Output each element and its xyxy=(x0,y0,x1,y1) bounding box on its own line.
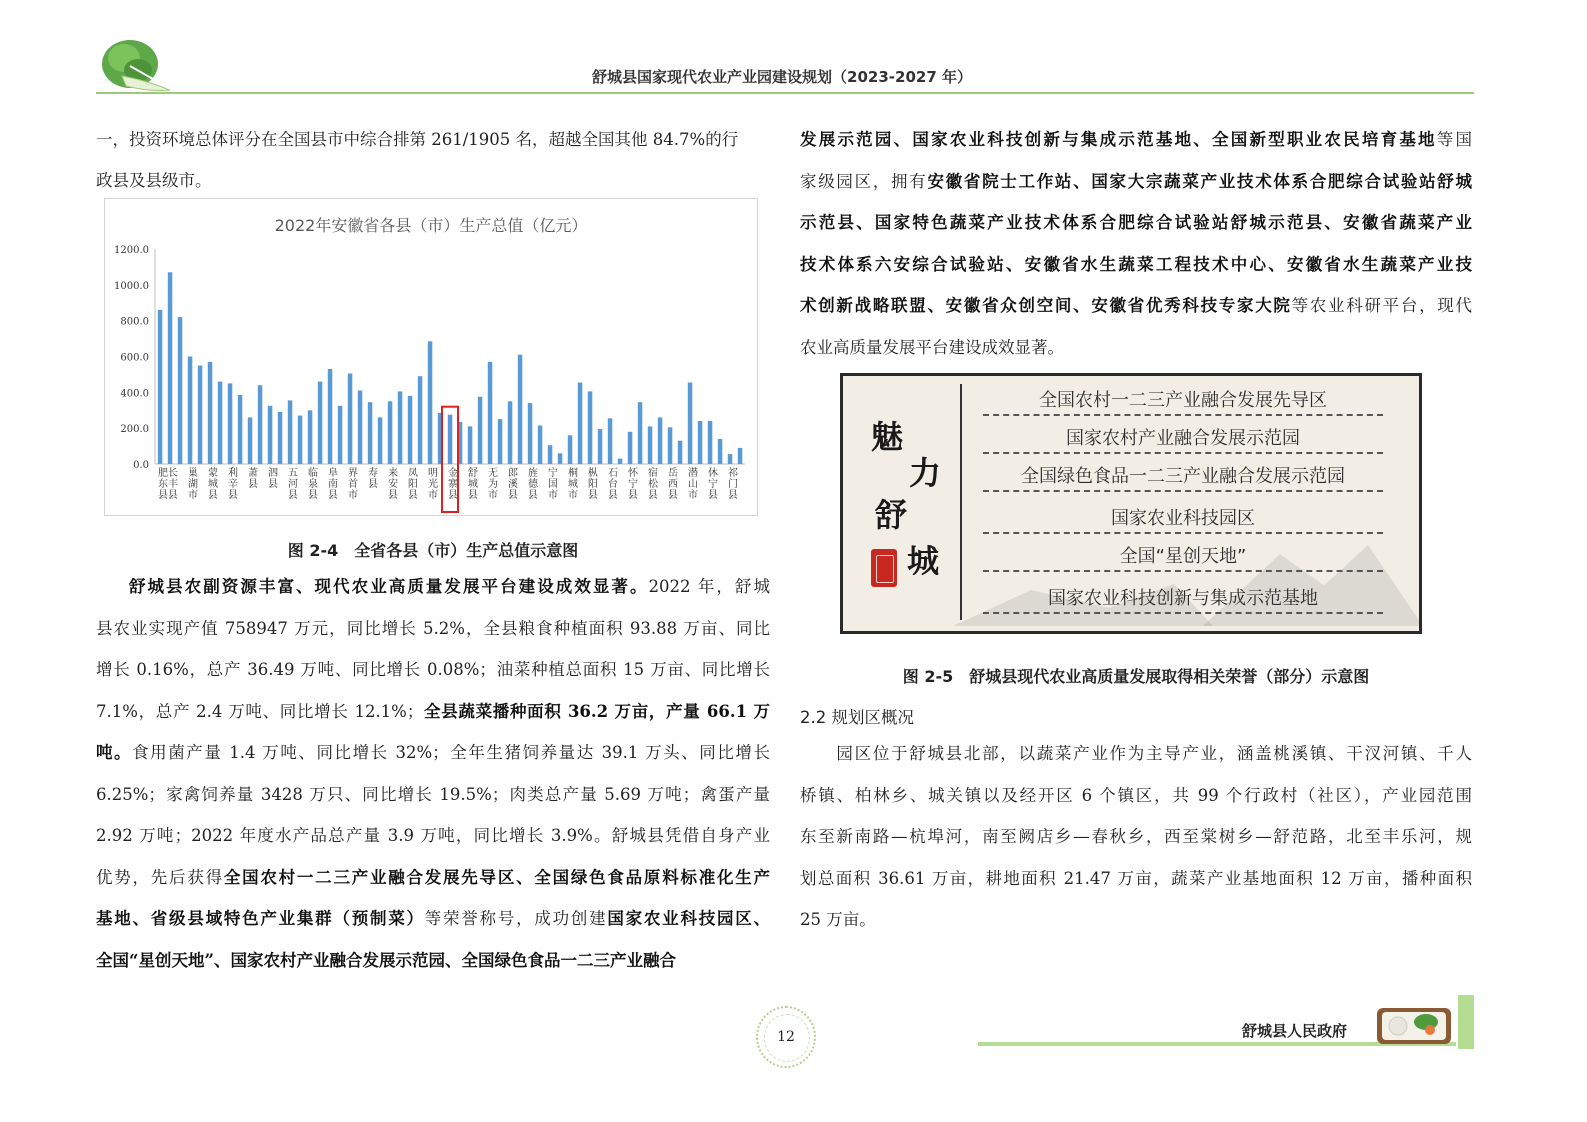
honors-panel xyxy=(840,373,1422,634)
x-tick-label-char: 宁 xyxy=(548,468,558,479)
bar xyxy=(198,366,203,465)
x-tick-label-char: 潜 xyxy=(688,468,698,479)
x-tick-label-char: 辛 xyxy=(228,479,238,490)
bar xyxy=(308,410,313,464)
bold-text: 国家农业科技园区、 xyxy=(607,909,771,928)
x-tick-label-char: 县 xyxy=(708,490,718,501)
honor-item: 全国绿色食品一二三产业融合发展示范园 xyxy=(983,462,1383,492)
x-tick-label-char: 寿 xyxy=(368,468,378,479)
bar xyxy=(168,272,173,464)
intro-line-2: 政县及县级市。 xyxy=(96,171,212,190)
bar xyxy=(638,402,643,464)
plain-text: 7.1%，总产 2.4 万吨、同比增长 12.1%； xyxy=(96,701,424,721)
paragraph-line: 园区位于舒城县北部，以蔬菜产业作为主导产业，涵盖桃溪镇、干汊河镇、千人 xyxy=(800,744,1472,763)
x-tick-label-char: 利 xyxy=(228,468,238,479)
plain-text: 等国 xyxy=(1436,130,1473,149)
honor-item: 全国农村一二三产业融合发展先导区 xyxy=(983,386,1383,416)
x-tick-label-char: 明 xyxy=(428,468,438,479)
bar xyxy=(468,426,473,464)
y-tick-label: 400.0 xyxy=(120,388,149,400)
x-tick-label-char: 临 xyxy=(308,468,318,479)
intro-line-1: 一，投资环境总体评分在全国县市中综合排第 261/1905 名，超越全国其他 84.7%的行 xyxy=(96,130,739,149)
x-tick-label-char: 城 xyxy=(208,479,218,490)
plain-text: 等农业科研平台，现代 xyxy=(1291,296,1473,315)
x-tick-label-char: 县 xyxy=(648,490,658,501)
honor-item: 国家农村产业融合发展示范园 xyxy=(983,424,1383,454)
chart-title: 2022年安徽省各县（市）生产总值（亿元） xyxy=(274,216,588,235)
honor-item: 国家农业科技园区 xyxy=(983,504,1383,534)
page-number-badge xyxy=(756,1006,816,1068)
x-tick-label-char: 枞 xyxy=(588,468,598,479)
paragraph-line xyxy=(96,857,770,899)
x-tick-label-char: 东 xyxy=(158,479,168,490)
x-tick-label-char: 首 xyxy=(348,479,358,490)
bar xyxy=(568,435,573,464)
x-tick-label-char: 县 xyxy=(368,479,378,490)
plain-text: 食用菌产量 1.4 万吨、同比增长 32%；全年生猪饲养量达 39.1 万头、同比增长 xyxy=(132,743,770,762)
x-tick-label-char: 市 xyxy=(428,490,438,501)
plain-text: 县农业实现产值 758947 万元，同比增长 5.2%，全县粮食种植面积 93.88 万亩、同比 xyxy=(96,618,770,638)
bar xyxy=(388,401,393,464)
bar xyxy=(528,403,533,464)
bar xyxy=(588,391,593,464)
paragraph-line xyxy=(96,815,770,857)
x-tick-label-char: 县 xyxy=(288,490,298,501)
bar xyxy=(248,417,253,464)
charm-char-1: 魅 xyxy=(871,418,904,456)
bar xyxy=(628,432,633,464)
x-tick-label-char: 县 xyxy=(158,490,168,501)
honor-item: 国家农业科技创新与集成示范基地 xyxy=(983,584,1383,614)
paragraph-line xyxy=(96,649,770,691)
bar xyxy=(368,402,373,464)
paragraph-line xyxy=(96,898,770,940)
charm-char-4: 城 xyxy=(907,542,940,580)
x-tick-label-char: 西 xyxy=(668,479,678,490)
x-tick-label-char: 城 xyxy=(468,479,478,490)
footer-accent-bar xyxy=(1458,995,1474,1049)
bar xyxy=(228,383,233,464)
x-tick-label-char: 县 xyxy=(328,490,338,501)
x-tick-label-char: 山 xyxy=(688,479,698,490)
paragraph-line xyxy=(800,202,1472,244)
x-tick-label-char: 门 xyxy=(728,479,738,490)
plain-text: 2022 年，舒城 xyxy=(648,577,770,596)
y-tick-label: 800.0 xyxy=(120,316,149,328)
x-tick-label-char: 县 xyxy=(448,490,458,501)
x-tick-label-char: 旌 xyxy=(528,468,538,479)
x-tick-label-char: 县 xyxy=(268,479,278,490)
bar xyxy=(518,355,523,464)
bold-text: 全国“星创天地”、国家农村产业融合发展示范园、全国绿色食品一二三产业融合 xyxy=(96,950,676,970)
x-tick-label-char: 肥 xyxy=(158,468,168,479)
x-tick-label-char: 市 xyxy=(568,490,578,501)
honors-divider xyxy=(960,384,962,620)
bar xyxy=(278,412,283,464)
x-tick-label-char: 郎 xyxy=(508,468,518,479)
x-tick-label-char: 市 xyxy=(488,490,498,501)
x-tick-label-char: 安 xyxy=(388,479,398,490)
paragraph-line xyxy=(96,608,770,650)
plain-text: 等荣誉称号，成功创建 xyxy=(424,909,608,928)
honor-item: 全国“星创天地” xyxy=(983,542,1383,572)
plain-text: 2.92 万吨；2022 年度水产品总产量 3.9 万吨，同比增长 3.9%。舒城县凭借自身产业 xyxy=(96,826,770,845)
figure-2-4-caption: 图 2-4 全省各县（市）生产总值示意图 xyxy=(287,541,579,560)
bold-text: 舒城县农副资源丰富、现代农业高质量发展平台建设成效显著。 xyxy=(129,577,649,596)
bar xyxy=(448,415,453,464)
x-tick-label-char: 县 xyxy=(468,490,478,501)
plain-text: 家级园区，拥有 xyxy=(800,171,928,191)
y-tick-label: 1000.0 xyxy=(114,280,149,292)
x-tick-label-char: 县 xyxy=(608,490,618,501)
x-tick-label-char: 县 xyxy=(208,490,218,501)
x-tick-label-char: 县 xyxy=(508,490,518,501)
x-tick-label-char: 市 xyxy=(188,490,198,501)
bar xyxy=(498,419,503,464)
bar xyxy=(718,439,723,464)
x-tick-label-char: 怀 xyxy=(628,468,638,479)
page-number: 12 xyxy=(777,1029,795,1045)
x-tick-label-char: 县 xyxy=(408,490,418,501)
plain-text: 6.25%；家禽饲养量 3428 万只、同比增长 19.5%；肉类总产量 5.69 万吨；禽蛋产量 xyxy=(96,784,770,804)
paragraph-line xyxy=(96,940,770,982)
bold-text: 术创新战略联盟、安徽省众创空间、安徽省优秀科技专家大院 xyxy=(800,296,1292,315)
paragraph-line xyxy=(800,119,1472,161)
bar xyxy=(428,341,433,464)
x-tick-label-char: 石 xyxy=(608,468,618,479)
x-tick-label-char: 无 xyxy=(488,468,498,479)
paragraph-line xyxy=(800,244,1472,286)
x-tick-label-char: 为 xyxy=(488,479,498,490)
x-tick-label-char: 城 xyxy=(568,479,578,490)
bar xyxy=(708,421,713,464)
x-tick-label-char: 宁 xyxy=(628,479,638,490)
x-tick-label-char: 蒙 xyxy=(208,468,218,479)
x-tick-label-char: 河 xyxy=(288,479,298,490)
x-tick-label-char: 丰 xyxy=(168,479,178,490)
bar xyxy=(668,427,673,464)
x-tick-label-char: 泗 xyxy=(268,468,278,479)
bar xyxy=(418,376,423,464)
x-tick-label-char: 岳 xyxy=(668,468,678,479)
bar xyxy=(208,362,213,464)
bar xyxy=(358,391,363,465)
bold-text: 全国农村一二三产业融合发展先导区、全国绿色食品原料标准化生产 xyxy=(223,867,771,887)
bar xyxy=(378,417,383,464)
paragraph-line xyxy=(800,285,1472,327)
bar xyxy=(598,429,603,464)
x-tick-label-char: 宁 xyxy=(708,479,718,490)
bar xyxy=(478,397,483,464)
paragraph-line xyxy=(800,161,1472,203)
bar xyxy=(158,310,163,464)
x-tick-label-char: 阳 xyxy=(408,479,418,490)
x-tick-label-char: 溪 xyxy=(508,479,518,490)
x-tick-label-char: 县 xyxy=(588,490,598,501)
paragraph-line: 25 万亩。 xyxy=(800,910,876,929)
figure-2-5-caption: 图 2-5 舒城县现代农业高质量发展取得相关荣誉（部分）示意图 xyxy=(902,667,1370,686)
x-tick-label-char: 凤 xyxy=(408,468,418,479)
bar xyxy=(538,426,543,465)
bar xyxy=(488,362,493,464)
x-tick-label-char: 县 xyxy=(388,490,398,501)
plain-text: 农业高质量发展平台建设成效显著。 xyxy=(800,337,1064,357)
y-tick-label: 200.0 xyxy=(120,424,149,436)
x-tick-label-char: 舒 xyxy=(468,468,478,479)
bar xyxy=(268,406,273,464)
x-tick-label-char: 阳 xyxy=(588,479,598,490)
plain-text: 增长 0.16%，总产 36.49 万吨、同比增长 0.08%；油菜种植总面积 15 万亩、同比增长 xyxy=(96,660,770,679)
x-tick-label-char: 市 xyxy=(548,490,558,501)
x-tick-label-char: 南 xyxy=(328,479,338,490)
x-tick-label-char: 泉 xyxy=(308,479,318,490)
x-tick-label-char: 金 xyxy=(448,468,458,479)
x-tick-label-char: 县 xyxy=(528,490,538,501)
footer-organization: 舒城县人民政府 xyxy=(1242,1022,1348,1040)
paragraph-line: 划总面积 36.61 万亩，耕地面积 21.47 万亩，蔬菜产业基地面积 12 万亩，播种面积 xyxy=(800,868,1472,888)
bar xyxy=(508,401,513,464)
bold-text: 吨。 xyxy=(96,743,133,762)
bar xyxy=(178,317,183,464)
paragraph-line xyxy=(96,566,770,608)
section-heading: 2.2 规划区概况 xyxy=(800,708,914,727)
x-tick-label-char: 巢 xyxy=(188,468,198,479)
y-tick-label: 600.0 xyxy=(120,352,149,364)
bar xyxy=(298,416,303,464)
bar xyxy=(578,383,583,465)
x-tick-label-char: 界 xyxy=(348,468,358,479)
bar xyxy=(648,426,653,464)
x-tick-label-char: 来 xyxy=(388,468,398,479)
bar xyxy=(328,369,333,464)
x-tick-label-char: 市 xyxy=(348,490,358,501)
bar xyxy=(548,445,553,464)
bar xyxy=(608,418,613,464)
x-tick-label-char: 桐 xyxy=(568,468,578,479)
x-tick-label-char: 县 xyxy=(228,490,238,501)
bar xyxy=(398,391,403,464)
vegetable-tray-icon xyxy=(1376,1004,1452,1046)
x-tick-label-char: 县 xyxy=(668,490,678,501)
x-tick-label-char: 萧 xyxy=(248,468,258,479)
bar xyxy=(238,395,243,464)
x-tick-label-char: 台 xyxy=(608,479,618,490)
x-tick-label-char: 市 xyxy=(688,490,698,501)
gdp-bar-chart xyxy=(104,198,758,516)
header-title: 舒城县国家现代农业产业园建设规划（2023-2027 年） xyxy=(592,68,972,86)
x-tick-label-char: 长 xyxy=(168,468,178,479)
bar xyxy=(288,400,293,464)
paragraph-line: 东至新南路—杭埠河，南至阙店乡—春秋乡，西至棠树乡—舒范路，北至丰乐河，规 xyxy=(800,827,1472,846)
bar xyxy=(678,441,683,464)
bar xyxy=(318,382,323,464)
bar xyxy=(408,396,413,464)
x-tick-label-char: 国 xyxy=(548,479,558,490)
bar xyxy=(688,383,693,465)
cabbage-logo-icon xyxy=(100,36,174,94)
bold-text: 基地、省级县域特色产业集群（预制菜） xyxy=(96,909,425,928)
bar xyxy=(348,374,353,465)
bar xyxy=(728,454,733,464)
bold-text: 全县蔬菜播种面积 36.2 万亩，产量 66.1 万 xyxy=(423,701,771,721)
bar xyxy=(258,385,263,464)
x-tick-label-char: 德 xyxy=(528,479,538,490)
plain-text: 优势，先后获得 xyxy=(96,867,224,887)
x-tick-label-char: 县 xyxy=(168,490,178,501)
chart-plot xyxy=(105,199,757,515)
x-tick-label-char: 松 xyxy=(648,479,658,490)
laurel-ring-icon xyxy=(764,1014,810,1062)
paragraph-line xyxy=(96,732,770,774)
bar xyxy=(558,453,563,464)
bar xyxy=(188,357,193,465)
bold-text: 示范县、国家特色蔬菜产业技术体系合肥综合试验站舒城示范县、安徽省蔬菜产业 xyxy=(800,213,1472,232)
x-tick-label-char: 县 xyxy=(728,490,738,501)
x-tick-label-char: 县 xyxy=(308,490,318,501)
x-tick-label-char: 县 xyxy=(628,490,638,501)
x-tick-label-char: 县 xyxy=(248,479,258,490)
bar xyxy=(698,421,703,464)
bar xyxy=(738,448,743,464)
paragraph-line xyxy=(96,691,770,733)
paragraph-line: 桥镇、柏林乡、城关镇以及经开区 6 个镇区，共 99 个行政村（社区），产业园范围 xyxy=(800,785,1472,805)
paragraph-line xyxy=(96,774,770,816)
charm-char-3: 舒 xyxy=(875,496,908,534)
bold-text: 发展示范园、国家农业科技创新与集成示范基地、全国新型职业农民培育基地 xyxy=(800,130,1437,149)
header-divider xyxy=(96,92,1474,94)
x-tick-label-char: 光 xyxy=(428,479,438,490)
paragraph-line xyxy=(800,327,1472,369)
x-tick-label-char: 宿 xyxy=(648,468,658,479)
x-tick-label-char: 寨 xyxy=(448,479,458,490)
y-tick-label: 1200.0 xyxy=(114,245,149,256)
bar xyxy=(338,406,343,464)
bar xyxy=(218,382,223,464)
x-tick-label-char: 湖 xyxy=(188,479,198,490)
x-tick-label-char: 休 xyxy=(708,468,718,479)
x-tick-label-char: 祁 xyxy=(728,468,738,479)
bold-text: 安徽省院士工作站、国家大宗蔬菜产业技术体系合肥综合试验站舒城 xyxy=(927,171,1473,191)
bar xyxy=(618,459,623,464)
bold-text: 技术体系六安综合试验站、安徽省水生蔬菜工程技术中心、安徽省水生蔬菜产业技 xyxy=(800,254,1472,274)
bar xyxy=(658,417,663,464)
charm-char-2: 力 xyxy=(909,454,942,492)
x-tick-label-char: 五 xyxy=(288,468,298,479)
y-tick-label: 0.0 xyxy=(133,460,149,471)
x-tick-label-char: 阜 xyxy=(328,468,338,479)
red-seal-icon xyxy=(871,549,897,587)
